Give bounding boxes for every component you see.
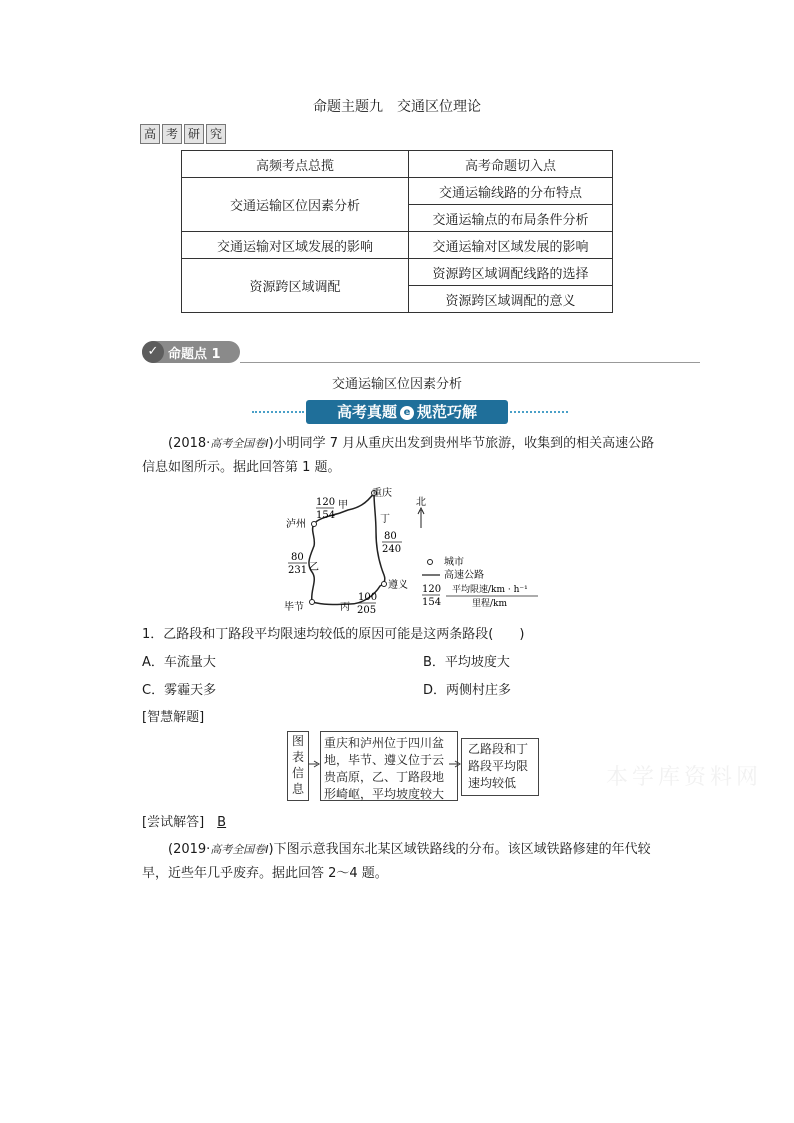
north-label: 北 (416, 497, 426, 508)
city-label-luzhou: 泸州 (286, 519, 306, 530)
legend-length-desc: 里程/km (472, 599, 508, 609)
city-label-zunyi: 遵义 (388, 580, 408, 591)
segment-jia-speed: 120 (316, 497, 336, 508)
highway-map (280, 480, 550, 614)
segment-label-bing: 丙 (340, 602, 350, 613)
segment-ding-length: 240 (382, 544, 402, 555)
divider (240, 362, 700, 363)
table-cell: 交通运输对区域发展的影响 (409, 232, 613, 259)
banner-dotted-right (510, 411, 568, 413)
segment-yi-speed: 80 (291, 552, 304, 563)
legend-road: 高速公路 (444, 570, 484, 581)
section-tag (140, 124, 226, 144)
table-cell: 资源跨区域调配 (182, 259, 409, 313)
legend-length-sample: 154 (422, 597, 442, 608)
table-cell: 交通运输区位因素分析 (182, 178, 409, 232)
option-c: C．雾霾天多 (142, 683, 217, 698)
tag-char: 究 (206, 124, 226, 144)
tag-char: 研 (184, 124, 204, 144)
point-subtitle: 交通运输区位因素分析 (331, 377, 462, 392)
table-header: 高考命题切入点 (409, 151, 613, 178)
flow-box-reason: 重庆和泸州位于四川盆地，毕节、遵义位于云贵高原，乙、丁路段地形崎岖，平均坡度较大 (320, 731, 458, 801)
question1-intro: (2018·高考全国卷Ⅰ)小明同学 7 月从重庆出发到贵州毕节旅游，收集到的相关高速公路信息如图所示。据此回答第 1 题。 (142, 436, 655, 475)
city-label-chongqing: 重庆 (372, 488, 392, 499)
arrow-right-icon (308, 759, 320, 769)
segment-label-yi: 乙 (309, 562, 319, 573)
segment-yi-length: 231 (288, 565, 308, 576)
option-d: D．两侧村庄多 (423, 683, 512, 698)
table-cell: 资源跨区域调配的意义 (409, 286, 613, 313)
watermark: 本学库资料网 (606, 765, 763, 790)
table-cell: 交通运输线路的分布特点 (409, 178, 613, 205)
check-icon: ✓ (142, 341, 164, 363)
question1-stem: 1．乙路段和丁路段平均限速均较低的原因可能是这两条路段( ) (142, 627, 525, 642)
option-b: B．平均坡度大 (423, 655, 510, 670)
flow-box-source: 图表信息 (287, 731, 309, 801)
question2-intro: (2019·高考全国卷Ⅰ)下图示意我国东北某区域铁路线的分布。该区域铁路修建的年代较早，近些年几乎废弃。据此回答 2～4 题。 (142, 842, 651, 881)
segment-label-ding: 丁 (380, 514, 390, 525)
segment-bing-speed: 100 (358, 592, 378, 603)
exam-banner: 高考真题 e 规范巧解 (306, 400, 508, 424)
legend-speed-desc: 平均限速/km · h⁻¹ (452, 585, 528, 595)
point-badge-label: 命题点 1 (168, 347, 221, 362)
answer-line: [尝试解答] B (142, 815, 227, 830)
segment-jia-length: 154 (316, 510, 336, 521)
table-cell: 交通运输对区域发展的影响 (182, 232, 409, 259)
table-cell: 交通运输点的布局条件分析 (409, 205, 613, 232)
option-a: A．车流量大 (142, 655, 216, 670)
tag-char: 高 (140, 124, 160, 144)
segment-ding-speed: 80 (384, 531, 397, 542)
legend-city-icon (428, 560, 433, 565)
banner-dotted-left (252, 411, 304, 413)
legend-speed-sample: 120 (422, 584, 442, 595)
segment-label-jia: 甲 (338, 500, 348, 511)
table-cell: 资源跨区域调配线路的选择 (409, 259, 613, 286)
city-label-bijie: 毕节 (284, 602, 304, 613)
solution-label: [智慧解题] (142, 710, 205, 725)
arrow-right-icon (449, 759, 461, 769)
segment-bing-length: 205 (357, 605, 377, 614)
city-marker (382, 582, 387, 587)
answer-value: B (217, 815, 227, 830)
flow-box-conclusion: 乙路段和丁路段平均限速均较低 (461, 738, 539, 796)
tag-char: 考 (162, 124, 182, 144)
page-title: 命题主题九 交通区位理论 (313, 99, 481, 115)
legend-city: 城市 (444, 557, 464, 568)
table-header: 高频考点总揽 (182, 151, 409, 178)
city-marker (310, 600, 315, 605)
city-marker (312, 522, 317, 527)
overview-table (181, 150, 613, 313)
